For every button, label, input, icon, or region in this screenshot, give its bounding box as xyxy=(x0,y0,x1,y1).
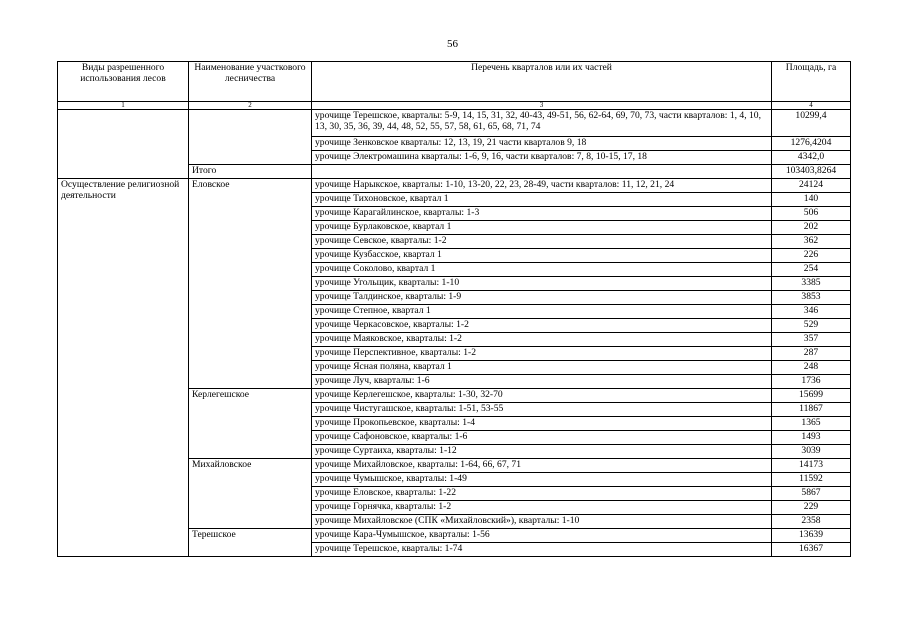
header-forestry-name: Наименование участкового лесничества xyxy=(189,62,312,102)
quarters-cell: урочище Маяковское, кварталы: 1-2 xyxy=(312,333,772,347)
quarters-cell: урочище Карагайлинское, кварталы: 1-3 xyxy=(312,207,772,221)
area-cell: 16367 xyxy=(772,543,851,557)
quarters-cell: урочище Михайловское, кварталы: 1-64, 66, 67, 71 xyxy=(312,459,772,473)
quarters-cell: урочище Нарыкское, кварталы: 1-10, 13-20, 22, 23, 28-49, части кварталов: 11, 12, 21, 24 xyxy=(312,179,772,193)
forestry-name-cell: Керлегешское xyxy=(189,389,312,459)
area-cell: 248 xyxy=(772,361,851,375)
column-number: 4 xyxy=(772,102,851,110)
quarters-cell: урочище Луч, кварталы: 1-6 xyxy=(312,375,772,389)
quarters-cell: урочище Перспективное, кварталы: 1-2 xyxy=(312,347,772,361)
area-cell: 1365 xyxy=(772,417,851,431)
quarters-cell: урочище Кара-Чумышское, кварталы: 1-56 xyxy=(312,529,772,543)
area-cell: 14173 xyxy=(772,459,851,473)
quarters-cell: урочище Горнячка, кварталы: 1-2 xyxy=(312,501,772,515)
area-cell: 24124 xyxy=(772,179,851,193)
area-cell: 357 xyxy=(772,333,851,347)
total-label: Итого xyxy=(189,165,312,179)
area-cell: 229 xyxy=(772,501,851,515)
area-cell: 3385 xyxy=(772,277,851,291)
forestry-name-cell: Терешское xyxy=(189,529,312,557)
total-empty-cell xyxy=(312,165,772,179)
quarters-cell: урочище Терешское, кварталы: 1-74 xyxy=(312,543,772,557)
forest-usage-table xyxy=(57,61,851,557)
area-cell: 506 xyxy=(772,207,851,221)
usage-type-cell: Осуществление религиозной деятельности xyxy=(58,179,189,557)
total-area: 103403,8264 xyxy=(772,165,851,179)
quarters-cell: урочище Прокопьевское, кварталы: 1-4 xyxy=(312,417,772,431)
forestry-name-cell: Еловское xyxy=(189,179,312,389)
area-cell: 202 xyxy=(772,221,851,235)
area-cell: 10299,4 xyxy=(772,110,851,137)
area-cell: 254 xyxy=(772,263,851,277)
quarters-cell: урочище Соколово, квартал 1 xyxy=(312,263,772,277)
quarters-cell: урочище Чистугашское, кварталы: 1-51, 53-55 xyxy=(312,403,772,417)
area-cell: 15699 xyxy=(772,389,851,403)
quarters-cell: урочище Бурлаковское, квартал 1 xyxy=(312,221,772,235)
quarters-cell: урочище Талдинское, кварталы: 1-9 xyxy=(312,291,772,305)
area-cell: 3039 xyxy=(772,445,851,459)
area-cell: 1276,4204 xyxy=(772,137,851,151)
quarters-cell: урочище Михайловское (СПК «Михайловский»), кварталы: 1-10 xyxy=(312,515,772,529)
area-cell: 1493 xyxy=(772,431,851,445)
quarters-cell: урочище Угольщик, кварталы: 1-10 xyxy=(312,277,772,291)
quarters-cell: урочище Зенковское кварталы: 12, 13, 19, 21 части кварталов 9, 18 xyxy=(312,137,772,151)
quarters-cell: урочище Черкасовское, кварталы: 1-2 xyxy=(312,319,772,333)
quarters-cell: урочище Степное, квартал 1 xyxy=(312,305,772,319)
forestry-name-cell: Михайловское xyxy=(189,459,312,529)
quarters-cell: урочище Тихоновское, квартал 1 xyxy=(312,193,772,207)
area-cell: 362 xyxy=(772,235,851,249)
quarters-cell: урочище Еловское, кварталы: 1-22 xyxy=(312,487,772,501)
table-row xyxy=(58,179,851,193)
usage-type-cell-empty xyxy=(58,110,189,179)
quarters-cell: урочище Севское, кварталы: 1-2 xyxy=(312,235,772,249)
quarters-cell: урочище Чумышское, кварталы: 1-49 xyxy=(312,473,772,487)
header-area: Площадь, га xyxy=(772,62,851,102)
quarters-cell: урочище Керлегешское, кварталы: 1-30, 32-70 xyxy=(312,389,772,403)
quarters-cell: урочище Ясная поляна, квартал 1 xyxy=(312,361,772,375)
area-cell: 140 xyxy=(772,193,851,207)
quarters-cell: урочище Электромашина кварталы: 1-6, 9, 16, части кварталов: 7, 8, 10-15, 17, 18 xyxy=(312,151,772,165)
area-cell: 5867 xyxy=(772,487,851,501)
quarters-cell: урочище Суртаиха, кварталы: 1-12 xyxy=(312,445,772,459)
area-cell: 1736 xyxy=(772,375,851,389)
area-cell: 529 xyxy=(772,319,851,333)
forestry-cell-empty xyxy=(189,110,312,165)
header-quarters-list: Перечень кварталов или их частей xyxy=(312,62,772,102)
area-cell: 2358 xyxy=(772,515,851,529)
area-cell: 11867 xyxy=(772,403,851,417)
area-cell: 13639 xyxy=(772,529,851,543)
area-cell: 4342,0 xyxy=(772,151,851,165)
page-number: 56 xyxy=(447,38,458,50)
column-number: 2 xyxy=(189,102,312,110)
header-usage-type: Виды разрешенного использования лесов xyxy=(58,62,189,102)
column-number: 3 xyxy=(312,102,772,110)
quarters-cell: урочище Терешское, кварталы: 5-9, 14, 15, 31, 32, 40-43, 49-51, 56, 62-64, 69, 70, 73, части кварталов: 1, 4, 10, 13, 30, 35, 36, 39, 44, 48, 52, 55, 57, 58, 61, 65, 68, 71, 74 xyxy=(312,110,772,137)
column-number: 1 xyxy=(58,102,189,110)
area-cell: 346 xyxy=(772,305,851,319)
area-cell: 3853 xyxy=(772,291,851,305)
area-cell: 287 xyxy=(772,347,851,361)
quarters-cell: урочище Сафоновское, кварталы: 1-6 xyxy=(312,431,772,445)
table-row xyxy=(58,110,851,137)
area-cell: 11592 xyxy=(772,473,851,487)
area-cell: 226 xyxy=(772,249,851,263)
quarters-cell: урочище Кузбасское, квартал 1 xyxy=(312,249,772,263)
